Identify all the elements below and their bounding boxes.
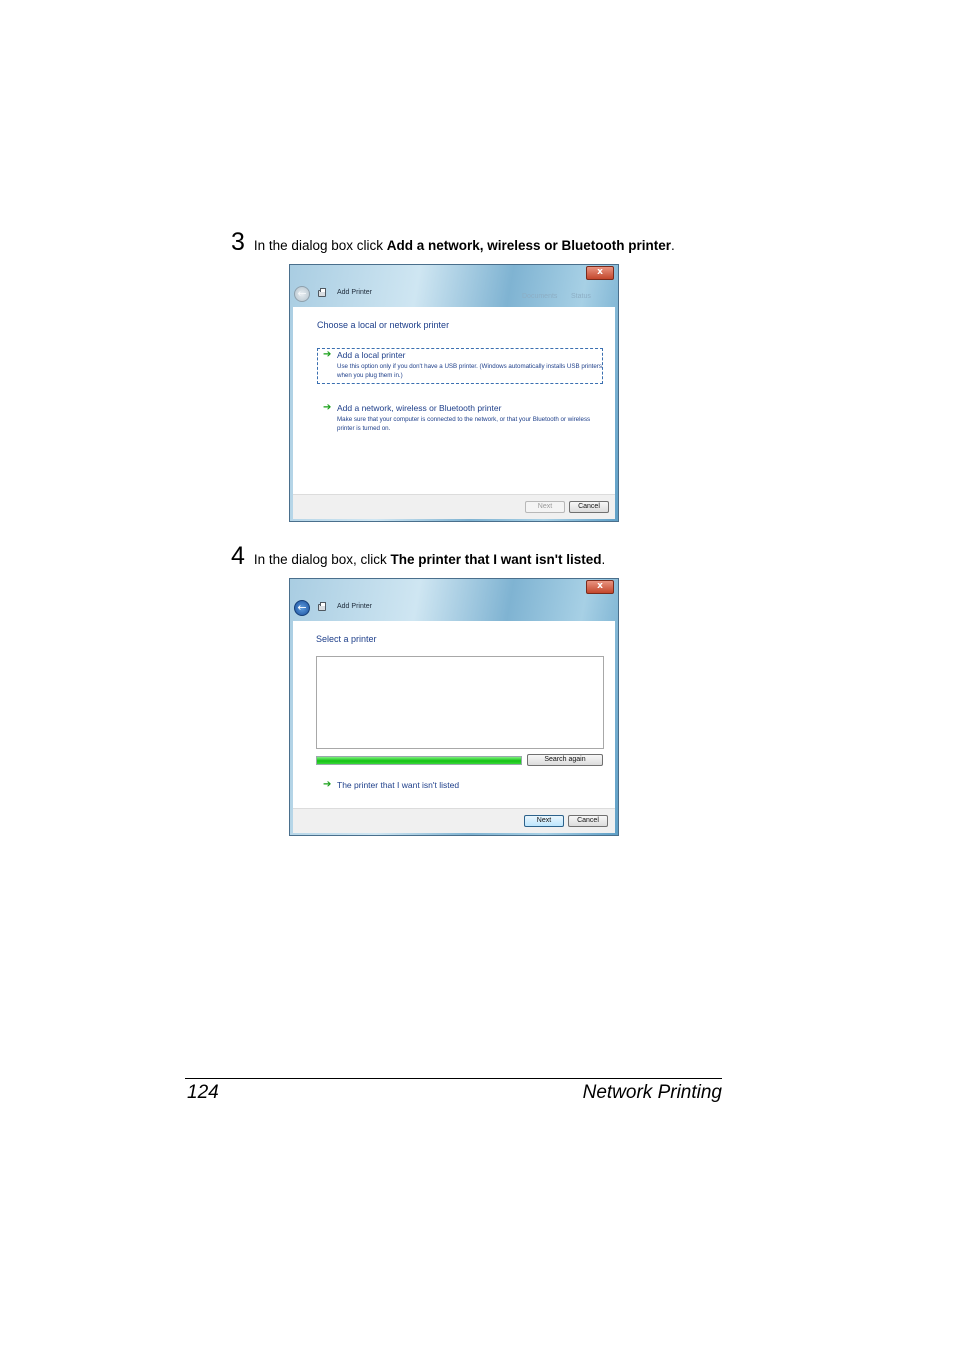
dialog-footer <box>293 808 615 833</box>
close-button[interactable]: x <box>586 266 614 280</box>
printer-icon <box>318 290 326 297</box>
cancel-button[interactable]: Cancel <box>568 815 608 827</box>
green-arrow-icon: ➔ <box>323 402 332 413</box>
printer-icon <box>318 604 326 611</box>
step-instruction: In the dialog box, click The printer that I want isn't listed. <box>253 552 606 567</box>
printer-list[interactable] <box>316 656 604 749</box>
cancel-button[interactable]: Cancel <box>569 501 609 513</box>
option-description: Use this option only if you don't have a USB printer. (Windows automatically installs USB printers when you plug them in.) <box>337 363 602 379</box>
step-emphasis: The printer that I want isn't listed <box>390 552 602 567</box>
nav-bar <box>290 595 618 621</box>
progress-fill <box>317 757 521 764</box>
page-heading: Select a printer <box>316 634 377 644</box>
section-title: Network Printing <box>582 1082 722 1103</box>
back-arrow-icon[interactable]: ← <box>294 600 310 616</box>
window-title: Add Printer <box>337 603 373 610</box>
step-3 <box>231 230 675 255</box>
option-title: Add a network, wireless or Bluetooth printer <box>337 403 502 413</box>
dialog-content <box>293 307 615 494</box>
page-heading: Choose a local or network printer <box>317 320 450 330</box>
green-arrow-icon: ➔ <box>323 779 332 790</box>
background-text: Status <box>571 293 591 300</box>
option-description: Make sure that your computer is connected to the network, or that your Bluetooth or wireless printer is turned on. <box>337 416 591 432</box>
title-bar <box>290 579 618 595</box>
step-instruction: In the dialog box click Add a network, wireless or Bluetooth printer. <box>253 238 675 253</box>
option-title: The printer that I want isn't listed <box>337 780 460 790</box>
step-4 <box>231 544 605 569</box>
step-number: 4 <box>231 542 245 570</box>
add-local-printer-option[interactable] <box>319 350 601 382</box>
green-arrow-icon: ➔ <box>323 349 332 360</box>
window-title: Add Printer <box>337 289 373 296</box>
option-title: Add a local printer <box>337 350 406 360</box>
back-arrow-icon[interactable]: ← <box>294 286 310 302</box>
nav-bar <box>290 281 618 307</box>
dialog-footer <box>293 494 615 519</box>
next-button[interactable]: Next <box>525 501 565 513</box>
page-number: 124 <box>187 1082 219 1103</box>
search-again-button[interactable]: Search again <box>527 754 603 766</box>
search-progress-bar <box>316 756 522 765</box>
add-network-printer-option[interactable] <box>319 403 601 435</box>
dialog-content <box>293 621 615 808</box>
background-text: Documents <box>522 293 558 300</box>
printer-not-listed-link[interactable] <box>319 780 601 792</box>
title-bar <box>290 265 618 281</box>
add-printer-dialog-select <box>289 578 619 836</box>
footer-rule <box>185 1078 722 1079</box>
add-printer-dialog-choose <box>289 264 619 522</box>
close-button[interactable]: x <box>586 580 614 594</box>
step-number: 3 <box>231 228 245 256</box>
next-button[interactable]: Next <box>524 815 564 827</box>
step-emphasis: Add a network, wireless or Bluetooth printer <box>386 238 672 253</box>
